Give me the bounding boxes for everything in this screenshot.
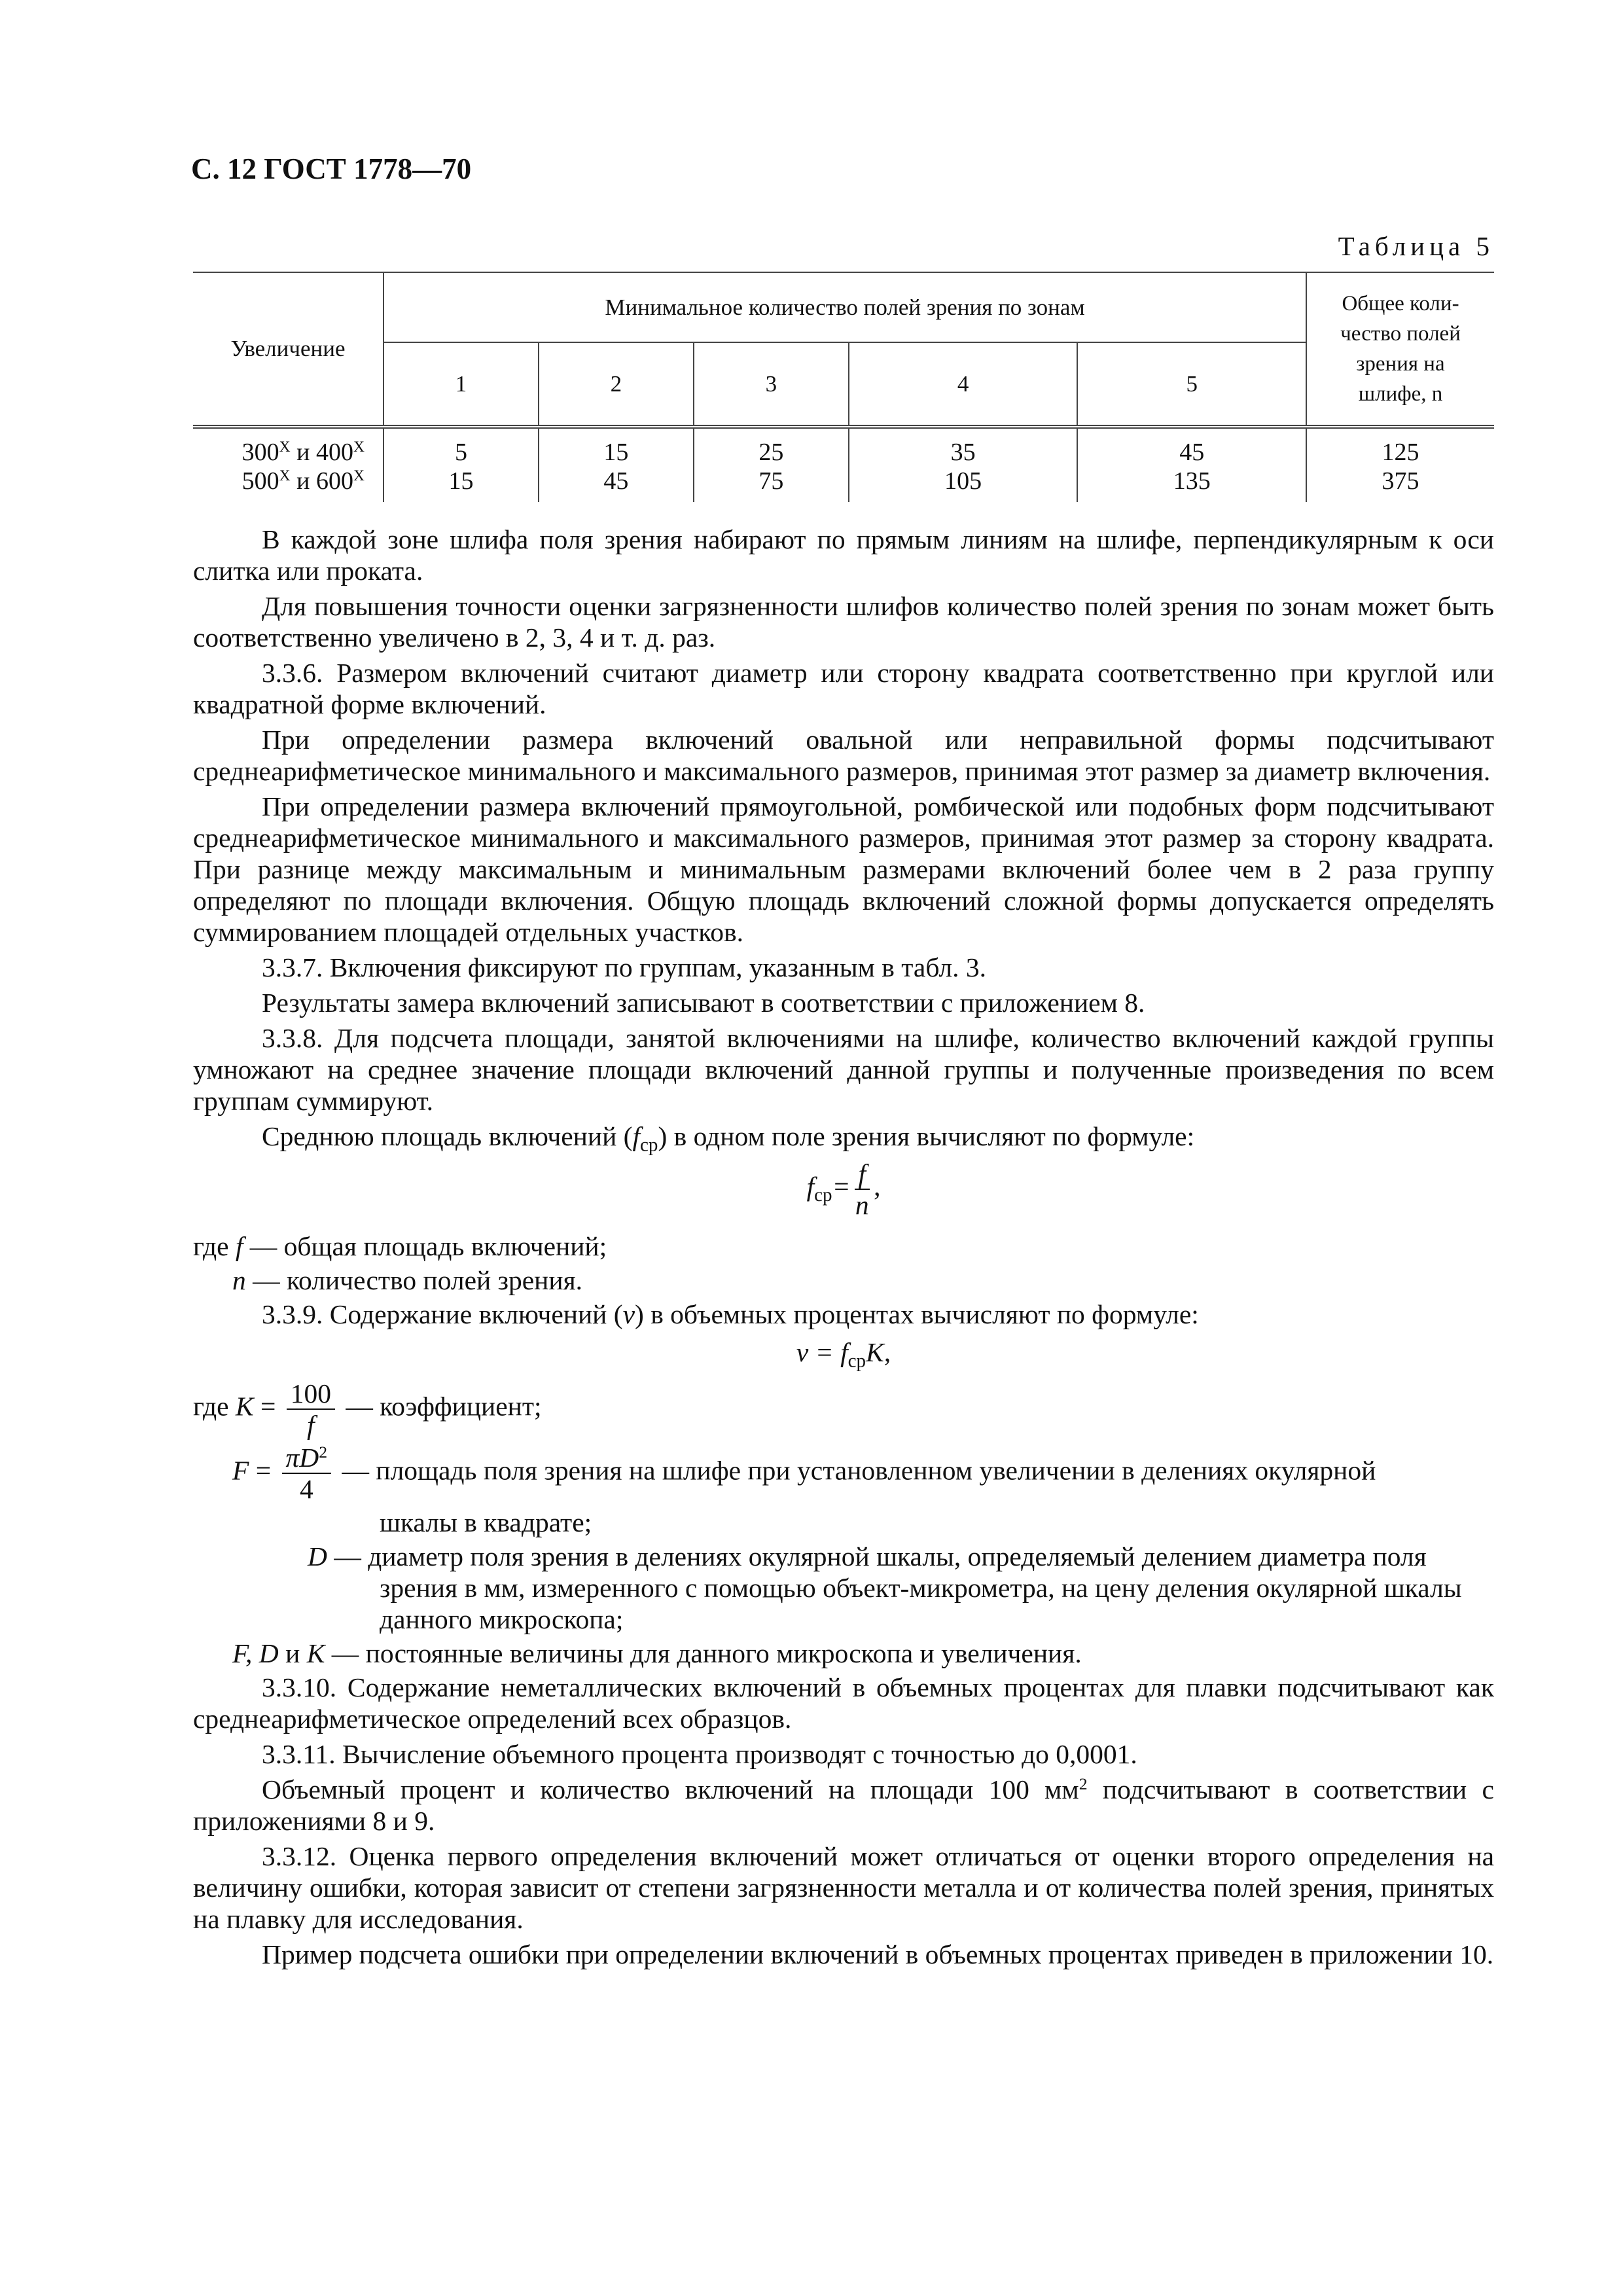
cell-value: 35	[849, 427, 1078, 467]
cell-value: 45	[539, 467, 694, 502]
definition: где K = $\frac{100}{f}$ — коэффициент;	[193, 1378, 542, 1440]
cell-value: 25	[694, 427, 849, 467]
cell-value: 45	[1077, 427, 1306, 467]
header-total-fields	[1306, 272, 1494, 427]
cell-magnification: $500^X$ и $600^X$	[241, 467, 365, 495]
header-total-line: чество полей	[1340, 322, 1461, 346]
cell-value: 5	[383, 427, 539, 467]
definition: F, D и K — постоянные величины для данного микроскопа и увеличения.	[232, 1638, 1082, 1668]
cell-value: 105	[849, 467, 1078, 502]
header-zone: 4	[849, 342, 1078, 427]
paragraph: 3.3.8. Для подсчета площади, занятой включениями на шлифе, количество включений каждой группы умножают на среднее значение площади включений данной группы и полученные произведения по всем группам суммируют.	[193, 1023, 1494, 1116]
definition: F = $\frac{\pi D^2}{4}$ — площадь поля зрения на шлифе при установленном увеличении в делениях окулярной	[232, 1442, 1376, 1504]
table-caption: Таблица 5	[1338, 231, 1494, 261]
paragraph: 3.3.11. Вычисление объемного процента производят с точностью до 0,0001.	[262, 1739, 1137, 1769]
definition: n — количество полей зрения.	[232, 1265, 583, 1295]
cell-value: 135	[1077, 467, 1306, 502]
header-min-fields: Минимальное количество полей зрения по зонам	[383, 272, 1306, 342]
cell-total: 375	[1306, 467, 1494, 502]
paragraph: При определении размера включений прямоугольной, ромбической или подобных форм подсчитывают среднеарифметическое минимального и максимального размеров, принимая этот размер за сторону квадрата. При разнице между максимальным и минимальным размерами включений более чем в 2 раза группу определяют по площади включения. Общую площадь включений сложной формы допускается определять суммированием площадей отдельных участков.	[193, 791, 1494, 947]
header-magnification: Увеличение	[193, 272, 383, 427]
page-header: С. 12 ГОСТ 1778—70	[191, 152, 472, 185]
paragraph: 3.3.7. Включения фиксируют по группам, указанным в табл. 3.	[262, 952, 986, 982]
header-total-line: Общее коли-	[1342, 292, 1459, 315]
paragraph: В каждой зоне шлифа поля зрения набирают по прямым линиям на шлифе, перпендикулярным к оси слитка или проката.	[193, 524, 1494, 586]
paragraph: 3.3.9. Содержание включений (v) в объемных процентах вычисляют по формуле:	[262, 1299, 1199, 1329]
paragraph: Пример подсчета ошибки при определении включений в объемных процентах приведен в приложении 10.	[262, 1939, 1494, 1969]
header-total-line: зрения на	[1356, 352, 1445, 376]
formula-mean-area: $f_{ср}=$ $\frac{f}{n}$ ,	[806, 1158, 881, 1220]
formula-volume-percent: $v = f_{ср}K$,	[796, 1337, 891, 1372]
fraction: $\frac{100}{f}$	[287, 1378, 335, 1440]
paragraph: 3.3.12. Оценка первого определения включений может отличаться от оценки второго определения на величину ошибки, которая зависит от степени загрязненности металла и от количества полей зрения, принятых на плавку для исследования.	[193, 1841, 1494, 1934]
paragraph: Объемный процент и количество включений на площади 100 $мм^2$ подсчитывают в соответствии с приложениями 8 и 9.	[193, 1774, 1494, 1836]
table-row	[193, 427, 1494, 467]
table-5	[193, 272, 1494, 502]
header-zone: 5	[1077, 342, 1306, 427]
definition-continued: шкалы в квадрате;	[380, 1507, 592, 1537]
fraction: $\frac{f}{n}$	[855, 1158, 869, 1220]
header-zone: 3	[694, 342, 849, 427]
fraction: $\frac{\pi D^2}{4}$	[282, 1443, 332, 1504]
cell-value: 75	[694, 467, 849, 502]
header-zone: 2	[539, 342, 694, 427]
definition: D — диаметр поля зрения в делениях окулярной шкалы, определяемый делением диаметра поля зрения в мм, измеренного с помощью объект-микрометра, на цену деления окулярной шкалы данного микроскопа;	[308, 1541, 1462, 1634]
header-total-line: шлифе, n	[1358, 382, 1443, 406]
paragraph: 3.3.10. Содержание неметаллических включений в объемных процентах для плавки подсчитывают как среднеарифметическое определений всех образцов.	[193, 1672, 1494, 1734]
definition: где f — общая площадь включений;	[193, 1231, 607, 1261]
cell-magnification: $300^X$ и $400^X$	[241, 439, 365, 466]
paragraph: Для повышения точности оценки загрязненности шлифов количество полей зрения по зонам может быть соответственно увеличено в 2, 3, 4 и т. д. раз.	[193, 591, 1494, 653]
body-text	[193, 524, 1494, 1974]
paragraph: При определении размера включений овальной или неправильной формы подсчитывают среднеарифметическое минимального и максимального размеров, принимая этот размер за диаметр включения.	[193, 725, 1494, 786]
table-row	[193, 467, 1494, 502]
cell-value: 15	[539, 427, 694, 467]
paragraph: Результаты замера включений записывают в соответствии с приложением 8.	[262, 988, 1145, 1018]
cell-value: 15	[383, 467, 539, 502]
paragraph: Среднюю площадь включений $(f_{ср})$ в одном поле зрения вычисляют по формуле:	[262, 1121, 1195, 1156]
header-zone: 1	[383, 342, 539, 427]
paragraph: 3.3.6. Размером включений считают диаметр или сторону квадрата соответственно при круглой или квадратной форме включений.	[193, 658, 1494, 719]
cell-total: 125	[1306, 427, 1494, 467]
